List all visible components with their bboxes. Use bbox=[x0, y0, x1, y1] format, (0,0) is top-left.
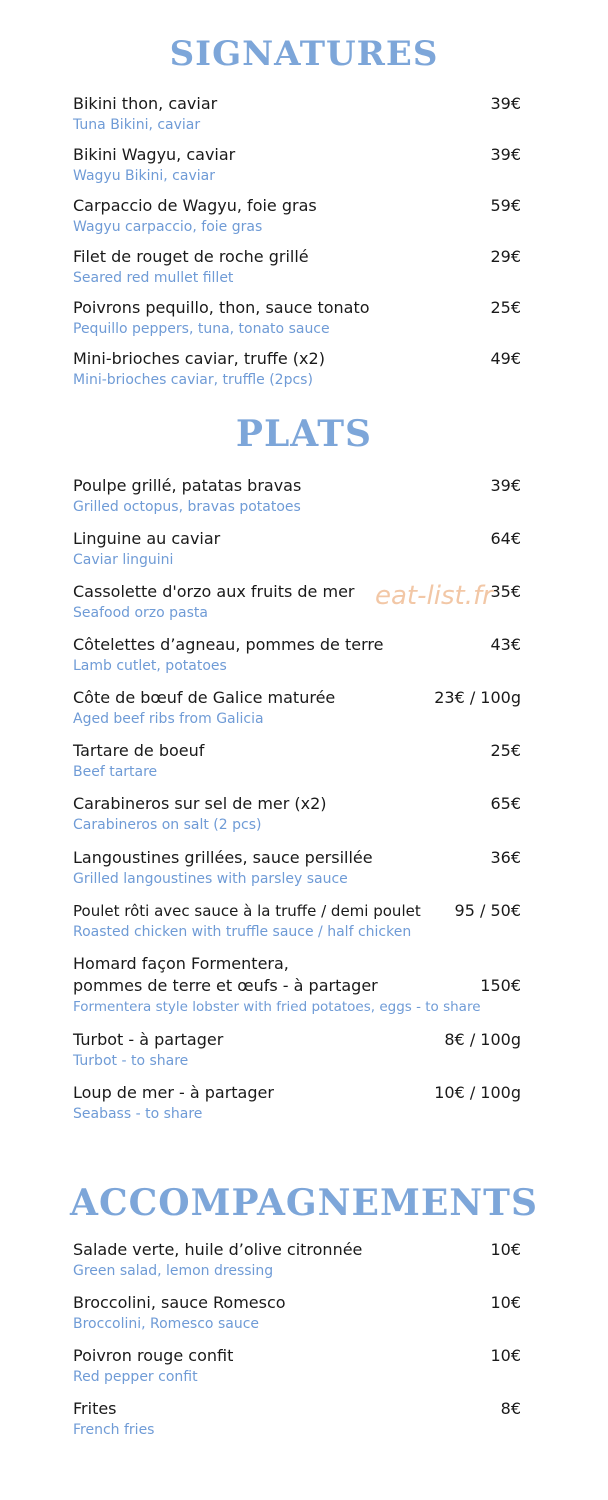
menu-item bbox=[73, 246, 521, 288]
dish-name-fr: Broccolini, sauce Romesco bbox=[73, 1293, 286, 1312]
dish-name-fr: Côte de bœuf de Galice maturée bbox=[73, 688, 336, 707]
dish-name-en: Beef tartare bbox=[73, 764, 158, 780]
menu-item bbox=[73, 793, 521, 835]
dish-name-fr: Carabineros sur sel de mer (x2) bbox=[73, 794, 327, 813]
menu-item bbox=[73, 1082, 521, 1124]
dish-name-fr: Carpaccio de Wagyu, foie gras bbox=[73, 196, 317, 215]
menu-item bbox=[73, 348, 521, 390]
menu-item bbox=[73, 528, 521, 570]
dish-price: 65€ bbox=[490, 794, 521, 813]
dish-name-fr: Salade verte, huile d’olive citronnée bbox=[73, 1240, 363, 1259]
dish-price: 95 / 50€ bbox=[454, 901, 521, 920]
dish-name-fr: Mini-brioches caviar, truffe (x2) bbox=[73, 349, 325, 368]
dish-name-en: French fries bbox=[73, 1422, 155, 1438]
menu-item bbox=[73, 195, 521, 237]
dish-name-en: Caviar linguini bbox=[73, 552, 174, 568]
dish-name-en: Wagyu carpaccio, foie gras bbox=[73, 219, 263, 235]
dish-name-en: Broccolini, Romesco sauce bbox=[73, 1316, 259, 1332]
dish-price: 23€ / 100g bbox=[434, 688, 521, 707]
section-title: SIGNATURES bbox=[169, 34, 439, 74]
dish-name-en: Red pepper confit bbox=[73, 1369, 198, 1385]
menu-item bbox=[73, 900, 521, 942]
dish-name-fr: Linguine au caviar bbox=[73, 529, 221, 548]
section-title: ACCOMPAGNEMENTS bbox=[70, 1182, 538, 1224]
dish-name-en: Green salad, lemon dressing bbox=[73, 1263, 274, 1279]
dish-price: 8€ / 100g bbox=[444, 1030, 521, 1049]
dish-price: 39€ bbox=[490, 94, 521, 113]
menu-item bbox=[73, 475, 521, 517]
dish-name-fr-line2: pommes de terre et œufs - à partager bbox=[73, 976, 378, 995]
dish-price: 10€ bbox=[490, 1293, 521, 1312]
dish-name-fr: Poulet rôti avec sauce à la truffe / demi poulet bbox=[73, 902, 421, 920]
menu-item bbox=[73, 1345, 521, 1387]
dish-price: 10€ bbox=[490, 1346, 521, 1365]
dish-price: 10€ bbox=[490, 1240, 521, 1259]
dish-name-fr: Filet de rouget de roche grillé bbox=[73, 247, 309, 266]
dish-price: 39€ bbox=[490, 145, 521, 164]
dish-price: 49€ bbox=[490, 349, 521, 368]
dish-name-en: Grilled langoustines with parsley sauce bbox=[73, 871, 348, 887]
dish-price: 25€ bbox=[490, 298, 521, 317]
dish-name-fr: Bikini thon, caviar bbox=[73, 94, 218, 113]
menu-item bbox=[73, 740, 521, 782]
dish-name-en: Aged beef ribs from Galicia bbox=[73, 711, 264, 727]
dish-price: 25€ bbox=[490, 741, 521, 760]
dish-name-fr: Turbot - à partager bbox=[73, 1030, 224, 1049]
dish-name-fr: Homard façon Formentera, bbox=[73, 954, 289, 973]
menu-item bbox=[73, 1029, 521, 1071]
menu-item bbox=[73, 634, 521, 676]
dish-name-fr: Loup de mer - à partager bbox=[73, 1083, 274, 1102]
dish-price: 39€ bbox=[490, 476, 521, 495]
dish-name-en: Grilled octopus, bravas potatoes bbox=[73, 499, 301, 515]
dish-price: 29€ bbox=[490, 247, 521, 266]
menu-item bbox=[73, 953, 521, 1017]
dish-name-en: Lamb cutlet, potatoes bbox=[73, 658, 227, 674]
dish-name-en: Turbot - to share bbox=[73, 1053, 189, 1069]
dish-name-fr: Poivron rouge confit bbox=[73, 1346, 234, 1365]
dish-price: 8€ bbox=[500, 1399, 521, 1418]
menu-item bbox=[73, 847, 521, 889]
dish-name-fr: Frites bbox=[73, 1399, 117, 1418]
menu-item bbox=[73, 93, 521, 135]
dish-name-fr: Poulpe grillé, patatas bravas bbox=[73, 476, 302, 495]
dish-price: 150€ bbox=[480, 976, 521, 995]
dish-name-en: Seafood orzo pasta bbox=[73, 605, 208, 621]
dish-price: 36€ bbox=[490, 848, 521, 867]
dish-name-en: Mini-brioches caviar, truffle (2pcs) bbox=[73, 372, 313, 388]
menu-item bbox=[73, 144, 521, 186]
menu-item bbox=[73, 297, 521, 339]
dish-name-fr: Cassolette d'orzo aux fruits de mer bbox=[73, 582, 355, 601]
dish-price: 64€ bbox=[490, 529, 521, 548]
watermark: eat-list.fr bbox=[375, 581, 493, 611]
dish-name-fr: Tartare de boeuf bbox=[73, 741, 205, 760]
dish-name-fr: Côtelettes d’agneau, pommes de terre bbox=[73, 635, 384, 654]
dish-name-en: Tuna Bikini, caviar bbox=[73, 117, 201, 133]
menu-item bbox=[73, 1292, 521, 1334]
menu-item bbox=[73, 1398, 521, 1440]
dish-name-en: Wagyu Bikini, caviar bbox=[73, 168, 215, 184]
dish-price: 43€ bbox=[490, 635, 521, 654]
dish-name-fr: Poivrons pequillo, thon, sauce tonato bbox=[73, 298, 370, 317]
dish-price: 59€ bbox=[490, 196, 521, 215]
menu-item bbox=[73, 687, 521, 729]
dish-name-en: Seabass - to share bbox=[73, 1106, 203, 1122]
dish-name-fr: Langoustines grillées, sauce persillée bbox=[73, 848, 373, 867]
menu-item bbox=[73, 1239, 521, 1281]
dish-price: 35€ bbox=[490, 582, 521, 601]
dish-name-en: Pequillo peppers, tuna, tonato sauce bbox=[73, 321, 330, 337]
section-title: PLATS bbox=[235, 413, 373, 455]
dish-name-en: Formentera style lobster with fried potatoes, eggs - to share bbox=[73, 999, 481, 1015]
dish-name-fr: Bikini Wagyu, caviar bbox=[73, 145, 236, 164]
dish-name-en: Carabineros on salt (2 pcs) bbox=[73, 817, 262, 833]
dish-name-en: Roasted chicken with truffle sauce / half chicken bbox=[73, 924, 412, 940]
dish-name-en: Seared red mullet fillet bbox=[73, 270, 234, 286]
dish-price: 10€ / 100g bbox=[434, 1083, 521, 1102]
